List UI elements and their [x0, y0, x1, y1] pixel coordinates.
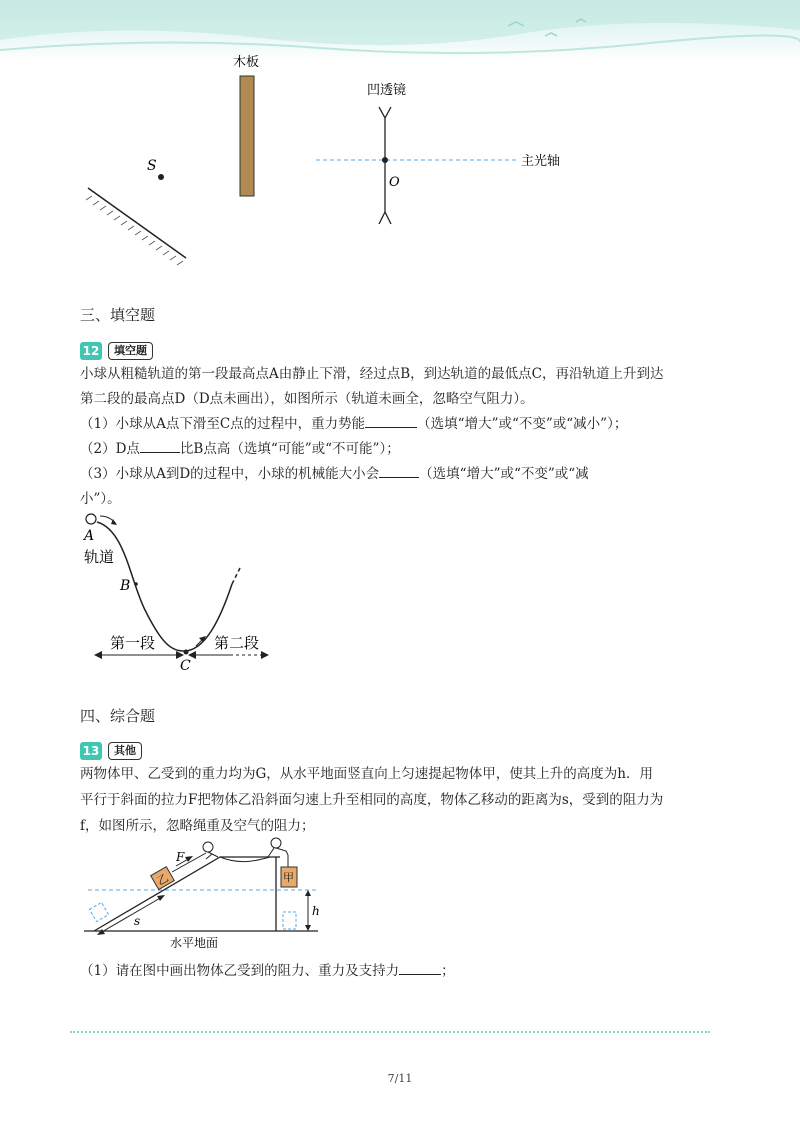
footer-divider — [70, 1031, 710, 1033]
q12-part1-text: （1）小球从A点下滑至C点的过程中，重力势能 — [80, 416, 366, 432]
label-s: S — [147, 158, 157, 174]
q12-part3-text: （3）小球从A到D的过程中，小球的机械能大小会 — [80, 466, 380, 482]
label-f: F — [176, 850, 185, 864]
question-type-tag-13: 其他 — [108, 742, 142, 760]
label-second-segment: 第二段 — [214, 634, 260, 652]
concave-lens — [379, 107, 391, 224]
q12-part1-suffix: （选填“增大”或“不变”或“减小”）； — [417, 416, 628, 432]
label-first-segment: 第一段 — [110, 634, 156, 652]
label-c: C — [180, 658, 191, 674]
question-type-tag-12: 填空题 — [108, 342, 153, 360]
point-s — [158, 174, 164, 180]
section-title-comprehensive: 四、综合题 — [80, 707, 156, 725]
label-ground: 水平地面 — [170, 936, 219, 950]
point-c — [184, 650, 189, 655]
q13-stem-line3: f，如图所示，忽略绳重及空气的阻力； — [80, 818, 315, 834]
track-figure — [80, 510, 280, 680]
label-jia: 甲 — [283, 871, 294, 884]
q13-part1-text: （1）请在图中画出物体乙受到的阻力、重力及支持力 — [80, 963, 400, 979]
label-o: O — [389, 175, 400, 190]
label-track: 轨道 — [84, 548, 115, 566]
q13-part1 — [80, 958, 720, 984]
question-number-13: 13 — [80, 742, 102, 760]
q12-part1 — [80, 411, 720, 437]
incline-slope — [94, 857, 276, 931]
label-h: h — [312, 904, 320, 918]
track-curve — [97, 522, 232, 651]
label-yi: 乙 — [154, 871, 171, 889]
q12-part2-text: （2）D点 — [80, 441, 140, 457]
q13-stem-line1: 两物体甲、乙受到的重力均为G，从水平地面竖直向上匀速提起物体甲，使其上升的高度为h．用 — [80, 766, 653, 782]
label-lens: 凹透镜 — [367, 83, 407, 98]
optical-center — [382, 157, 388, 163]
q12-stem-line2: 第二段的最高点D（D点未画出），如图所示（轨道未画全，忽略空气阻力）。 — [80, 391, 534, 407]
answer-blank-12-3[interactable] — [379, 463, 419, 478]
page-number: 7/11 — [387, 1072, 413, 1085]
section-title-fill-blank: 三、填空题 — [80, 306, 156, 324]
answer-blank-12-2[interactable] — [140, 438, 180, 453]
q12-part3-suffix: （选填“增大”或“不变”或“减 — [419, 466, 589, 482]
answer-blank-13-1[interactable] — [399, 960, 441, 975]
label-axis: 主光轴 — [521, 154, 561, 169]
wooden-board — [240, 76, 254, 196]
q13-stem-line2: 平行于斜面的拉力F把物体乙沿斜面匀速上升至相同的高度，物体乙移动的距离为s，受到的阻力为 — [80, 792, 664, 808]
plane-mirror — [86, 188, 186, 265]
label-s-distance: s — [134, 914, 141, 928]
q12-part2 — [80, 436, 720, 462]
q12-part3 — [80, 461, 720, 487]
q12-part2-suffix: 比B点高（选填“可能”或“不可能”）； — [179, 441, 400, 457]
q12-stem-line1: 小球从粗糙轨道的第一段最高点A由静止下滑，经过点B，到达轨道的最低点C，再沿轨道上升到达 — [80, 366, 664, 382]
q12-part3-cont: 小”）。 — [80, 491, 121, 507]
label-b: B — [120, 578, 131, 594]
label-a: A — [84, 528, 95, 544]
ball — [86, 514, 96, 524]
question-number-12: 12 — [80, 342, 102, 360]
top-figure — [0, 50, 800, 280]
q13-part1-suffix: ； — [441, 963, 455, 979]
incline-figure — [80, 835, 340, 955]
answer-blank-12-1[interactable] — [365, 413, 417, 428]
label-board: 木板 — [233, 55, 260, 70]
